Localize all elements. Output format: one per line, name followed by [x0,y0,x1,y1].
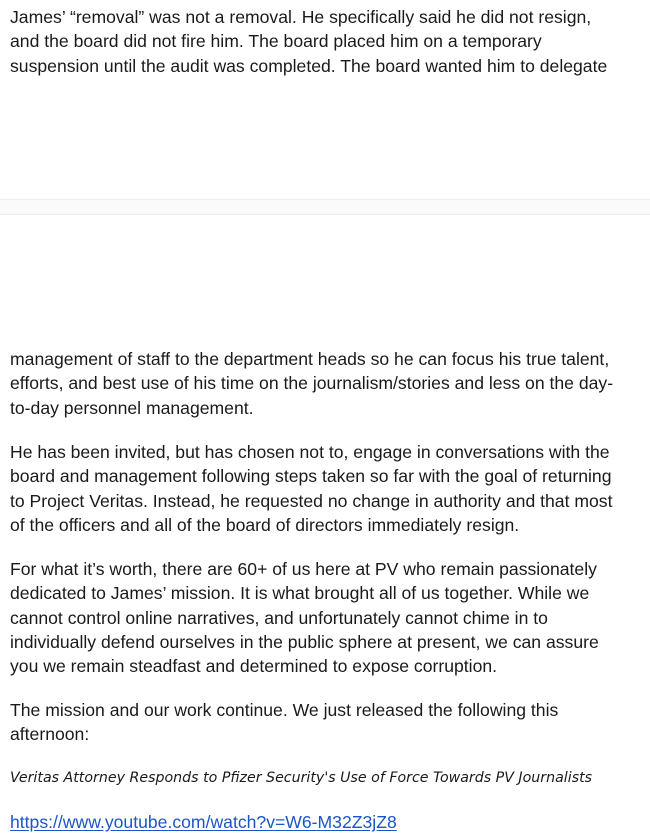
paragraph-removal: James’ “removal” was not a removal. He specifically said he did not resign, and the board did not fire him. The board placed him on a temporary suspension until the audit was completed. The board wanted him to delegate [10,7,608,76]
paragraph-management: management of staff to the department heads so he can focus his true talent, efforts, and best use of his time on the journalism/stories and less on the day- to-day personnel management. [10,349,614,418]
video-title: Veritas Attorney Responds to Pfizer Security's Use of Force Towards PV Journalists [10,770,593,786]
video-link[interactable]: https://www.youtube.com/watch?v=W6-M32Z3jZ8 [10,812,397,832]
paragraph-release: The mission and our work continue. We just released the following this afternoon: [10,700,559,745]
page-divider [0,199,650,215]
paragraph-invitation: He has been invited, but has chosen not to, engage in conversations with the board and management following steps taken so far with the goal of returning to Project Veritas. Instead, he requested no change in authority and that most of the officers and all of the board of directors immediately resign. [10,442,613,535]
paragraph-mission: For what it’s worth, there are 60+ of us here at PV who remain passionately dedicated to James’ mission. It is what brought all of us together. While we cannot control online narratives, and unfortunately cannot chime in to individually defend ourselves in the public sphere at present, we can assure you we remain steadfast and determined to expose corruption. [10,559,599,677]
